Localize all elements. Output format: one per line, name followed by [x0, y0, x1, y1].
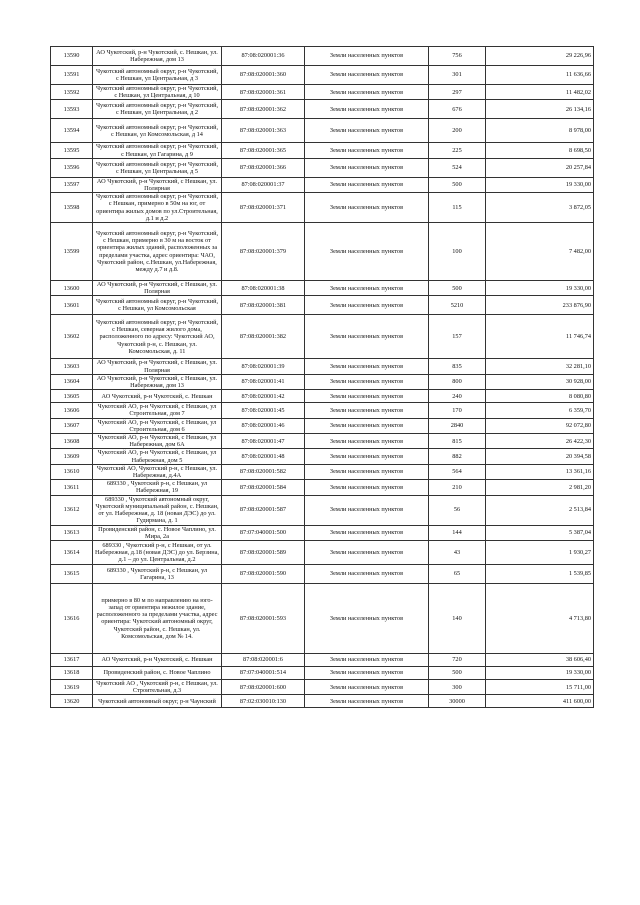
address-cell: Чукотский автономный округ, р-н Чукотский, с Нешкан, ул Комсомольская, д 14: [93, 119, 222, 143]
cadastral-value-cell: 7 482,00: [486, 223, 594, 281]
cadastral-number-cell: 87:08:020001:45: [222, 403, 305, 418]
record-number-cell: 13611: [51, 480, 93, 495]
address-cell: АО Чукотский, р-н Чукотский, с. Нешкан: [93, 390, 222, 403]
land-category-cell: Земли населенных пунктов: [305, 223, 429, 281]
area-cell: 800: [429, 374, 486, 389]
cadastral-value-cell: 5 387,04: [486, 525, 594, 540]
cadastral-number-cell: 87:08:020001:371: [222, 193, 305, 223]
table-row: [51, 679, 594, 694]
table-row: [51, 403, 594, 418]
area-cell: 882: [429, 449, 486, 464]
cadastral-number-cell: 87:08:020001:362: [222, 100, 305, 119]
address-cell: 689330 , Чукотский р-н, с Нешкан, ул Гагарина, 13: [93, 564, 222, 583]
cadastral-value-cell: 4 713,80: [486, 583, 594, 653]
cadastral-number-cell: 87:08:020001:39: [222, 359, 305, 374]
record-number-cell: 13608: [51, 434, 93, 449]
address-cell: Чукотский АО, Чукотский р-н, с Нешкан, ул. Набережная, д.4А: [93, 464, 222, 479]
cadastral-number-cell: 87:08:020001:582: [222, 464, 305, 479]
table-body: [51, 47, 594, 708]
land-category-cell: Земли населенных пунктов: [305, 666, 429, 679]
area-cell: 43: [429, 540, 486, 564]
record-number-cell: 13618: [51, 666, 93, 679]
land-category-cell: Земли населенных пунктов: [305, 449, 429, 464]
table-row: [51, 193, 594, 223]
record-number-cell: 13616: [51, 583, 93, 653]
area-cell: 815: [429, 434, 486, 449]
area-cell: 144: [429, 525, 486, 540]
cadastral-value-cell: 13 361,16: [486, 464, 594, 479]
land-category-cell: Земли населенных пунктов: [305, 66, 429, 85]
cadastral-value-cell: 1 930,27: [486, 540, 594, 564]
cadastral-number-cell: 87:08:020001:6: [222, 653, 305, 666]
address-cell: АО Чукотский, р-н Чукотский, с Нешкан, ул. Набережная, дом 13: [93, 374, 222, 389]
area-cell: 500: [429, 177, 486, 192]
land-category-cell: Земли населенных пунктов: [305, 525, 429, 540]
cadastral-value-cell: 1 539,85: [486, 564, 594, 583]
area-cell: 100: [429, 223, 486, 281]
address-cell: 689330 , Чукотский р-н, с Нешкан, от ул. Набережная, д.18 (новая ДЭС) до ул. Берзина, д.1 – до ул. Центральная, д.2: [93, 540, 222, 564]
cadastral-value-cell: 6 359,70: [486, 403, 594, 418]
cadastral-number-cell: 87:07:040001:514: [222, 666, 305, 679]
cadastral-number-cell: 87:08:020001:46: [222, 418, 305, 433]
cadastral-value-cell: 3 872,05: [486, 193, 594, 223]
cadastral-number-cell: 87:08:020001:600: [222, 679, 305, 694]
cadastral-value-cell: 2 981,20: [486, 480, 594, 495]
record-number-cell: 13602: [51, 315, 93, 359]
cadastral-value-cell: 411 600,00: [486, 695, 594, 708]
cadastral-number-cell: 87:08:020001:382: [222, 315, 305, 359]
record-number-cell: 13607: [51, 418, 93, 433]
address-cell: АО Чукотский, р-н Чукотский, с. Нешкан: [93, 653, 222, 666]
cadastral-value-cell: 26 422,30: [486, 434, 594, 449]
address-cell: АО Чукотский, р-н Чукотский, с. Нешкан, ул. Набережная, дом 13: [93, 47, 222, 66]
cadastral-value-cell: 15 711,00: [486, 679, 594, 694]
area-cell: 2840: [429, 418, 486, 433]
area-cell: 300: [429, 679, 486, 694]
cadastral-value-cell: 20 394,58: [486, 449, 594, 464]
record-number-cell: 13594: [51, 119, 93, 143]
record-number-cell: 13604: [51, 374, 93, 389]
cadastral-number-cell: 87:08:020001:42: [222, 390, 305, 403]
cadastral-number-cell: 87:08:020001:587: [222, 495, 305, 525]
area-cell: 676: [429, 100, 486, 119]
record-number-cell: 13613: [51, 525, 93, 540]
table-row: [51, 177, 594, 192]
address-cell: Чукотский АО , Чукотский р-н, с Нешкан, ул. Строительная, д.3: [93, 679, 222, 694]
cadastral-value-cell: 32 281,10: [486, 359, 594, 374]
table-row: [51, 66, 594, 85]
cadastral-number-cell: 87:08:020001:37: [222, 177, 305, 192]
area-cell: 756: [429, 47, 486, 66]
table-row: [51, 158, 594, 177]
table-row: [51, 315, 594, 359]
record-number-cell: 13619: [51, 679, 93, 694]
land-category-cell: Земли населенных пунктов: [305, 143, 429, 158]
table-row: [51, 540, 594, 564]
cadastral-value-cell: 2 513,84: [486, 495, 594, 525]
cadastral-number-cell: 87:07:040001:500: [222, 525, 305, 540]
cadastral-number-cell: 87:08:020001:360: [222, 66, 305, 85]
cadastral-number-cell: 87:08:020001:589: [222, 540, 305, 564]
table-row: [51, 666, 594, 679]
table-row: [51, 296, 594, 315]
table-row: [51, 564, 594, 583]
land-category-cell: Земли населенных пунктов: [305, 540, 429, 564]
land-category-cell: Земли населенных пунктов: [305, 418, 429, 433]
cadastral-number-cell: 87:02:030010:130: [222, 695, 305, 708]
record-number-cell: 13614: [51, 540, 93, 564]
record-number-cell: 13598: [51, 193, 93, 223]
table-row: [51, 464, 594, 479]
cadastral-value-cell: 30 928,00: [486, 374, 594, 389]
area-cell: 157: [429, 315, 486, 359]
area-cell: 720: [429, 653, 486, 666]
area-cell: 240: [429, 390, 486, 403]
land-category-cell: Земли населенных пунктов: [305, 434, 429, 449]
cadastral-value-cell: 19 330,00: [486, 281, 594, 296]
area-cell: 140: [429, 583, 486, 653]
table-row: [51, 85, 594, 100]
cadastral-value-cell: 8 698,50: [486, 143, 594, 158]
table-row: [51, 653, 594, 666]
cadastral-number-cell: 87:08:020001:366: [222, 158, 305, 177]
area-cell: 5210: [429, 296, 486, 315]
land-category-cell: Земли населенных пунктов: [305, 281, 429, 296]
cadastral-number-cell: 87:08:020001:41: [222, 374, 305, 389]
table-row: [51, 100, 594, 119]
address-cell: Чукотский автономный округ, р-н Чукотский, с Нешкан, примерно в 50м на юг, от ориентира жилых домов по ул.Строительная, д.1 и д.2: [93, 193, 222, 223]
cadastral-value-cell: 8 080,80: [486, 390, 594, 403]
table-row: [51, 223, 594, 281]
area-cell: 524: [429, 158, 486, 177]
area-cell: 65: [429, 564, 486, 583]
address-cell: АО Чукотский, р-н Чукотский, с Нешкан, ул. Полярная: [93, 281, 222, 296]
cadastral-value-cell: 38 606,40: [486, 653, 594, 666]
table-row: [51, 583, 594, 653]
cadastral-value-cell: 29 226,96: [486, 47, 594, 66]
cadastral-number-cell: 87:08:020001:361: [222, 85, 305, 100]
land-category-cell: Земли населенных пунктов: [305, 403, 429, 418]
record-number-cell: 13600: [51, 281, 93, 296]
record-number-cell: 13596: [51, 158, 93, 177]
address-cell: Чукотский автономный округ, р-н Чукотский, с Нешкан, ул Центральная, д 10: [93, 85, 222, 100]
record-number-cell: 13612: [51, 495, 93, 525]
cadastral-number-cell: 87:08:020001:584: [222, 480, 305, 495]
address-cell: 689330 , Чукотский р-н, с Нешкан, ул Набережная, 19: [93, 480, 222, 495]
land-category-cell: Земли населенных пунктов: [305, 296, 429, 315]
land-category-cell: Земли населенных пунктов: [305, 583, 429, 653]
address-cell: Чукотский автономный округ, р-н Чукотский, с Нешкан, примерно в 30 м на восток от ориентира жилых зданий, расположенных за пределами участка, адрес ориентира: ЧАО, Чукотский район, с.Нешкан, ул.Набережная, между д.7 и д.8.: [93, 223, 222, 281]
land-category-cell: Земли населенных пунктов: [305, 85, 429, 100]
record-number-cell: 13595: [51, 143, 93, 158]
land-category-cell: Земли населенных пунктов: [305, 695, 429, 708]
area-cell: 115: [429, 193, 486, 223]
land-category-cell: Земли населенных пунктов: [305, 193, 429, 223]
table-row: [51, 434, 594, 449]
address-cell: Чукотский автономный округ, р-н Чаунский: [93, 695, 222, 708]
cadastral-number-cell: 87:08:020001:365: [222, 143, 305, 158]
area-cell: 500: [429, 666, 486, 679]
area-cell: 30000: [429, 695, 486, 708]
address-cell: Чукотский автономный округ, р-н Чукотский, с Нешкан, ул Центральная, д 5: [93, 158, 222, 177]
cadastral-value-cell: 92 072,80: [486, 418, 594, 433]
cadastral-number-cell: 87:08:020001:593: [222, 583, 305, 653]
cadastral-number-cell: 87:08:020001:47: [222, 434, 305, 449]
cadastral-number-cell: 87:08:020001:363: [222, 119, 305, 143]
record-number-cell: 13593: [51, 100, 93, 119]
table-row: [51, 495, 594, 525]
record-number-cell: 13603: [51, 359, 93, 374]
area-cell: 835: [429, 359, 486, 374]
address-cell: АО Чукотский, р-н Чукотский, с Нешкан, ул. Полярная: [93, 177, 222, 192]
record-number-cell: 13599: [51, 223, 93, 281]
record-number-cell: 13591: [51, 66, 93, 85]
area-cell: 564: [429, 464, 486, 479]
address-cell: Чукотский автономный округ, р-н Чукотский, с Нешкан, ул Центральная, д 3: [93, 66, 222, 85]
address-cell: Чукотский АО, р-н Чукотский, с Нешкан, ул Строительная, дом 6: [93, 418, 222, 433]
table-row: [51, 525, 594, 540]
land-category-cell: Земли населенных пунктов: [305, 100, 429, 119]
area-cell: 56: [429, 495, 486, 525]
cadastral-value-cell: 20 257,84: [486, 158, 594, 177]
address-cell: Провиденский район, с. Новое Чаплино, ул. Мира, 2а: [93, 525, 222, 540]
cadastral-number-cell: 87:08:020001:590: [222, 564, 305, 583]
table-row: [51, 480, 594, 495]
address-cell: Чукотский АО, р-н Чукотский, с Нешкан, ул Строительная, дом 7: [93, 403, 222, 418]
land-category-cell: Земли населенных пунктов: [305, 480, 429, 495]
table-row: [51, 281, 594, 296]
cadastral-value-cell: 233 876,90: [486, 296, 594, 315]
land-category-cell: Земли населенных пунктов: [305, 564, 429, 583]
land-category-cell: Земли населенных пунктов: [305, 495, 429, 525]
area-cell: 500: [429, 281, 486, 296]
land-category-cell: Земли населенных пунктов: [305, 119, 429, 143]
area-cell: 170: [429, 403, 486, 418]
address-cell: Чукотский автономный округ, р-н Чукотский, с Нешкан, ул Гагарина, д 9: [93, 143, 222, 158]
record-number-cell: 13615: [51, 564, 93, 583]
land-registry-table: [50, 46, 594, 708]
cadastral-value-cell: 8 978,00: [486, 119, 594, 143]
land-category-cell: Земли населенных пунктов: [305, 47, 429, 66]
table-row: [51, 390, 594, 403]
cadastral-value-cell: 19 330,00: [486, 177, 594, 192]
cadastral-value-cell: 11 482,02: [486, 85, 594, 100]
land-category-cell: Земли населенных пунктов: [305, 315, 429, 359]
record-number-cell: 13609: [51, 449, 93, 464]
record-number-cell: 13620: [51, 695, 93, 708]
area-cell: 210: [429, 480, 486, 495]
record-number-cell: 13590: [51, 47, 93, 66]
address-cell: Чукотский автономный округ, р-н Чукотский, с Нешкан, ул Центральная, д 2: [93, 100, 222, 119]
area-cell: 297: [429, 85, 486, 100]
cadastral-number-cell: 87:08:020001:381: [222, 296, 305, 315]
area-cell: 225: [429, 143, 486, 158]
record-number-cell: 13605: [51, 390, 93, 403]
cadastral-value-cell: 11 746,74: [486, 315, 594, 359]
address-cell: 689330 , Чукотский автономный округ, Чукотский муниципальный район, с. Нешкан, от ул. Набережная, д. 18 (новая ДЭС) до ул. Гудирмана, д. 1: [93, 495, 222, 525]
table-row: [51, 374, 594, 389]
address-cell: Чукотский автономный округ, р-н Чукотский, с Нешкан, ул Комсомольская: [93, 296, 222, 315]
cadastral-number-cell: 87:08:020001:38: [222, 281, 305, 296]
address-cell: Провиденский район, с. Новое Чаплино: [93, 666, 222, 679]
land-category-cell: Земли населенных пунктов: [305, 653, 429, 666]
address-cell: Чукотский АО, р-н Чукотский, с Нешкан, ул Набережная, дом 5: [93, 449, 222, 464]
record-number-cell: 13597: [51, 177, 93, 192]
land-category-cell: Земли населенных пунктов: [305, 359, 429, 374]
area-cell: 200: [429, 119, 486, 143]
address-cell: Чукотский автономный округ, р-н Чукотский, с Нешкан, северная жилого дома, расположенного по адресу: Чукотский АО, Чукотский р-н, с. Нешкан, ул. Комсомольская, д. 11: [93, 315, 222, 359]
cadastral-number-cell: 87:08:020001:48: [222, 449, 305, 464]
land-category-cell: Земли населенных пунктов: [305, 390, 429, 403]
cadastral-number-cell: 87:08:020001:379: [222, 223, 305, 281]
land-category-cell: Земли населенных пунктов: [305, 158, 429, 177]
land-category-cell: Земли населенных пунктов: [305, 374, 429, 389]
record-number-cell: 13601: [51, 296, 93, 315]
table-row: [51, 695, 594, 708]
table-row: [51, 449, 594, 464]
address-cell: АО Чукотский, р-н Чукотский, с Нешкан, ул. Полярная: [93, 359, 222, 374]
table-row: [51, 418, 594, 433]
table-row: [51, 359, 594, 374]
record-number-cell: 13606: [51, 403, 93, 418]
record-number-cell: 13592: [51, 85, 93, 100]
cadastral-value-cell: 19 330,00: [486, 666, 594, 679]
area-cell: 301: [429, 66, 486, 85]
land-category-cell: Земли населенных пунктов: [305, 177, 429, 192]
cadastral-value-cell: 26 134,16: [486, 100, 594, 119]
table-row: [51, 47, 594, 66]
land-category-cell: Земли населенных пунктов: [305, 679, 429, 694]
table-row: [51, 119, 594, 143]
record-number-cell: 13617: [51, 653, 93, 666]
address-cell: Чукотский АО, р-н Чукотский, с Нешкан, ул Набережная, дом 6А: [93, 434, 222, 449]
land-category-cell: Земли населенных пунктов: [305, 464, 429, 479]
record-number-cell: 13610: [51, 464, 93, 479]
address-cell: примерно в 80 м по направлению на юго-запад от ориентира нежилое здание, расположенного за пределами участка, адрес ориентира: Чукотский автономный округ, Чукотский район, с. Нешкан, ул. Комсомольская, дом № 14.: [93, 583, 222, 653]
cadastral-value-cell: 11 636,66: [486, 66, 594, 85]
cadastral-number-cell: 87:08:020001:36: [222, 47, 305, 66]
table-row: [51, 143, 594, 158]
